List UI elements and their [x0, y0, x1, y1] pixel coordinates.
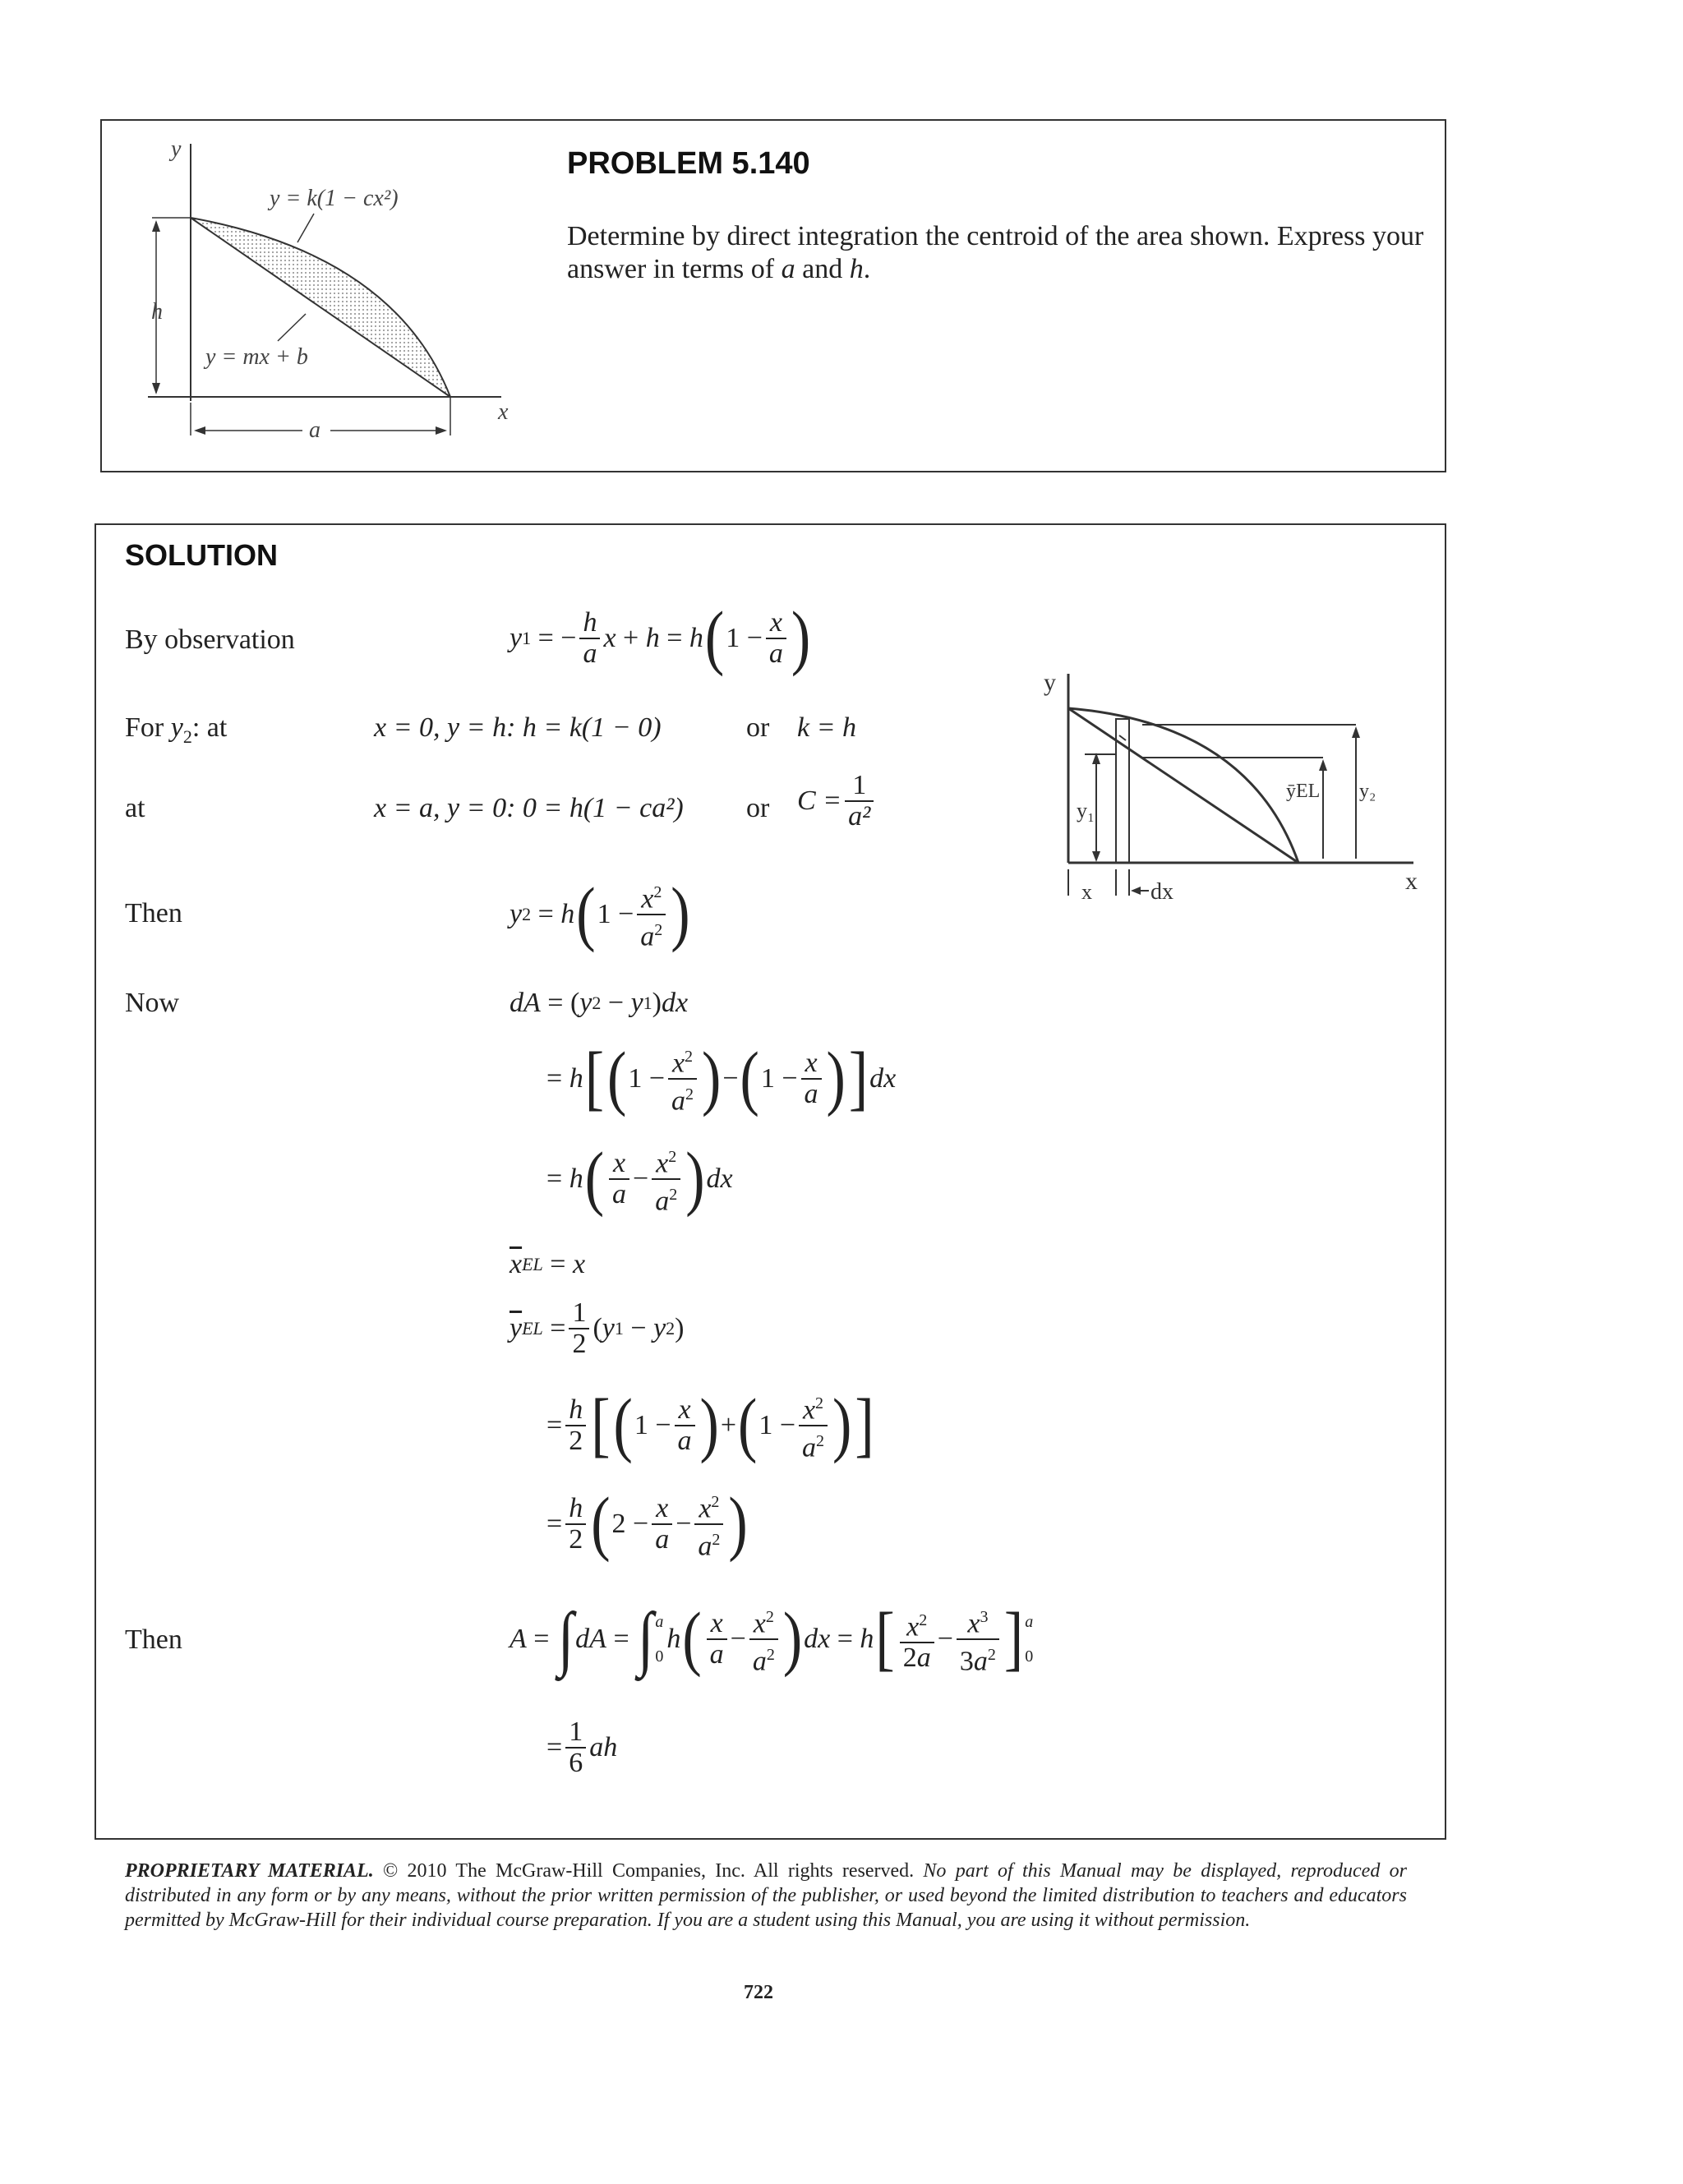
- label-then-2: Then: [125, 1624, 182, 1655]
- sketch-y-label: y: [1044, 669, 1056, 696]
- problem-statement: Determine by direct integration the centroid of the area shown. Express your answer in terms of a and h.: [567, 221, 1424, 284]
- line-label: y = mx + b: [205, 344, 308, 370]
- eq-xel: $\overline{x}$ EL = x: [510, 1249, 586, 1279]
- label-then-1: Then: [125, 898, 182, 928]
- eq-cond1: x = 0, y = h: h = k(1 − 0): [374, 712, 662, 743]
- sketch-y1-label: y₁: [1077, 799, 1095, 822]
- problem-title: PROBLEM 5.140: [567, 146, 810, 181]
- eq-cond2: x = a, y = 0: 0 = h(1 − ca²): [374, 793, 684, 823]
- y-axis-label: y: [171, 136, 182, 162]
- sketch-x-dim-label: x: [1081, 880, 1092, 904]
- straight-line: [191, 218, 450, 397]
- sketch-dx-label: dx: [1150, 879, 1173, 905]
- solution-heading: SOLUTION: [125, 538, 278, 572]
- eq-area-integral: A = ∫ dA = ∫ a 0 h ( $\frac{x}{a}$ − $\frac{x^2}{a^2}$ ) dx = h [ $\frac{x^2}{2a}$ − $\frac{x^3}{3a^2}$ ] a 0: [510, 1599, 1034, 1679]
- eq-y2: y 2 = h ( 1 − $\frac{x^2}{a^2}$ ): [510, 874, 690, 954]
- label-at: at: [125, 793, 145, 823]
- eq-or-2: or: [746, 793, 770, 823]
- label-now: Now: [125, 988, 180, 1018]
- eq-yel-expanded: = $\frac{h}{2}$ [ ( 1 − $\frac{x}{a}$ ) + ( 1 − $\frac{x^2}{a^2}$ ) ]: [546, 1385, 874, 1465]
- eq-c: C = $\frac{1}{\text{a²}}$: [797, 771, 877, 832]
- eq-yel: $\overline{y}$ EL = $\frac{1}{2}$ ( y 1 − y 2 ): [510, 1297, 685, 1359]
- problem-figure: [123, 131, 551, 460]
- sketch-y2-label: y₂: [1359, 781, 1376, 802]
- eq-dA-expanded: = h [ ( 1 − $\frac{x^2}{a^2}$ ) − ( 1 − $\frac{x}{a}$ ) ] dx: [546, 1039, 897, 1118]
- label-for-y2: For $y_2$: at: [125, 712, 228, 747]
- sketch-yel-label: ȳEL: [1286, 781, 1321, 802]
- height-label: h: [151, 299, 163, 325]
- x-axis-label: x: [498, 399, 509, 425]
- label-observation: By observation: [125, 624, 295, 655]
- eq-area-result: = $\frac{1}{6}$ ah: [546, 1716, 618, 1778]
- width-label: a: [309, 417, 320, 443]
- eq-dA-simplified: = h ( $\frac{x}{a}$ − $\frac{x^2}{a^2}$ ) dx: [546, 1139, 733, 1219]
- sketch-x-label: x: [1405, 868, 1418, 895]
- solution-sketch: [1027, 657, 1438, 920]
- curve-label: y = k(1 − cx²): [270, 186, 399, 211]
- copyright-footer: PROPRIETARY MATERIAL. © 2010 The McGraw-Hill Companies, Inc. All rights reserved. No part of this Manual may be displayed, reproduced or distributed in any form or by any means, without the prior written permission of the publisher, or used beyond the limited distribution to teachers and educators permitted by McGraw-Hill for their individual course preparation. If you are a student using this Manual, you are using it without permission.: [125, 1860, 1407, 1931]
- eq-dA: dA = ( y 2 − y 1 ) dx: [510, 988, 689, 1018]
- eq-k-h: k = h: [797, 712, 857, 743]
- eq-or-1: or: [746, 712, 770, 743]
- eq-yel-simplified: = $\frac{h}{2}$ ( 2 − $\frac{x}{a}$ − $\frac{x^2}{a^2}$ ): [546, 1484, 748, 1564]
- eq-y1: y 1 = − $\frac{h}{a}$ x + h = h ( 1 − $\frac{x}{a}$ ): [510, 598, 811, 678]
- page-number: 722: [744, 1982, 773, 2003]
- sketch-line: [1068, 708, 1298, 863]
